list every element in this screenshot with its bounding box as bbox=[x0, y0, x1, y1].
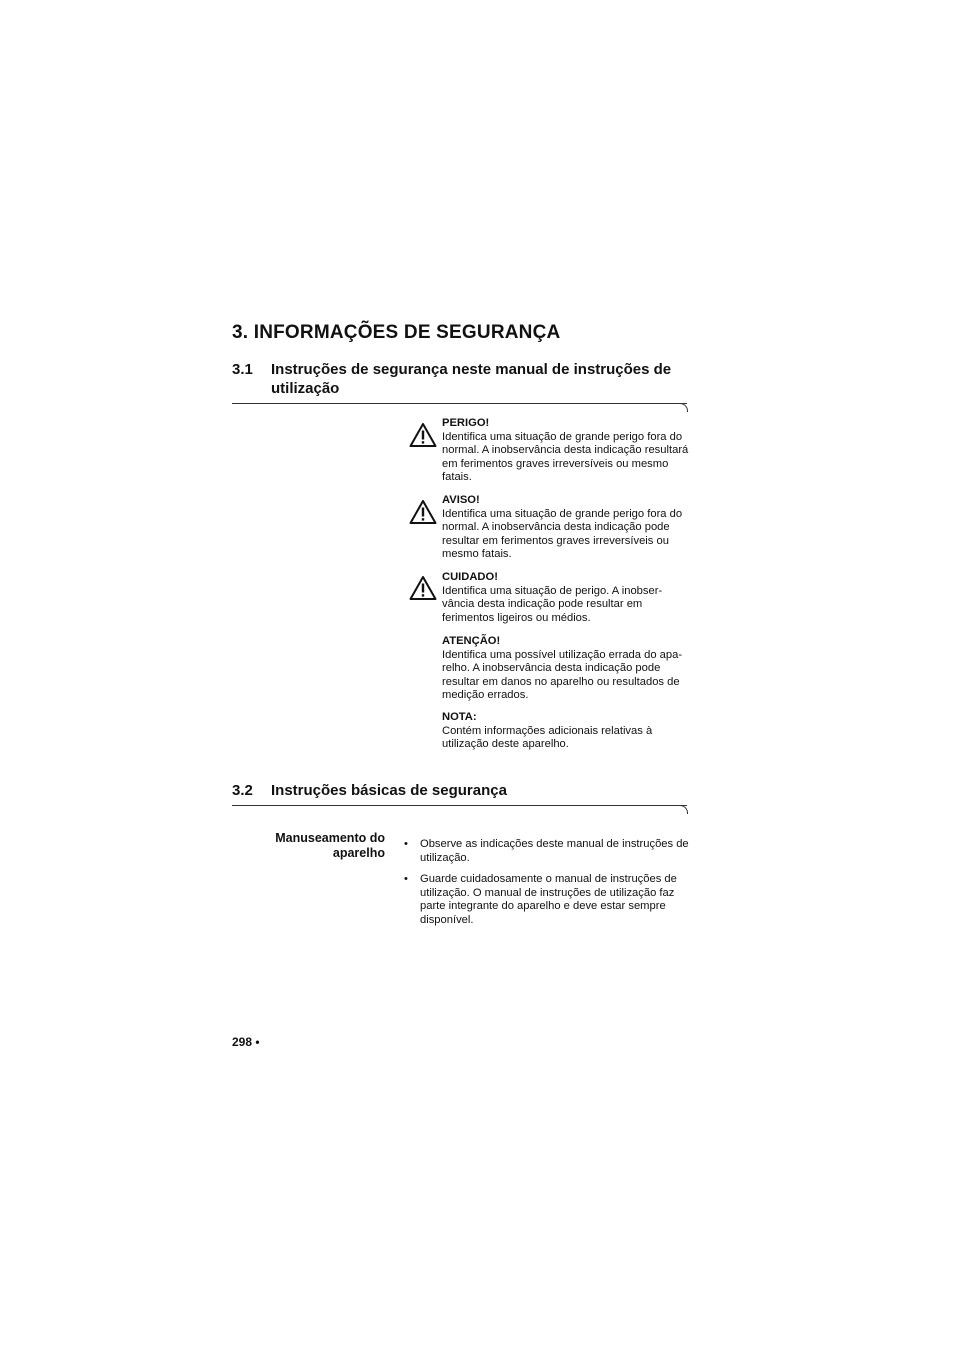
notice-entry-warning bbox=[442, 494, 692, 562]
notice-entry-caution bbox=[442, 571, 692, 625]
section-title: Instruções de segurança neste manual de instruções de utilização bbox=[271, 361, 672, 397]
notice-text: Identifica uma situação de grande perigo fora do normal. A inobservância desta indicação pode resultar em ferimentos graves irreversíveis ou mesmo fatais. bbox=[442, 507, 683, 561]
list-item: • Guarde cuidadosamente o manual de instruções de utilização. O manual de instruções de utilização faz parte integrante do aparelho e deve estar sempre disponível. bbox=[404, 873, 677, 926]
notice-text: Identifica uma situação de grande perigo fora do normal. A inobservância desta indicação resultará em ferimentos graves irreversíveis ou mesmo fatais. bbox=[442, 430, 689, 484]
warning-triangle-icon bbox=[409, 499, 437, 525]
list-item-text: Guarde cuidadosamente o manual de instruções de utilização. O manual de instruções de utilização faz parte integrante do aparelho e deve estar sempre disponível. bbox=[420, 873, 677, 926]
list-item: • Observe as indicações deste manual de instruções de utilização. bbox=[404, 838, 689, 864]
notice-text: Contém informações adicionais relativas à utilização deste aparelho. bbox=[442, 724, 653, 751]
section-title: Instruções básicas de segurança bbox=[271, 782, 507, 799]
notice-entry-attention bbox=[442, 635, 692, 703]
notice-label: AVISO! bbox=[442, 494, 480, 506]
notice-label: CUIDADO! bbox=[442, 571, 498, 583]
list-item-text: Observe as indicações deste manual de instruções de utilização. bbox=[420, 838, 689, 864]
warning-triangle-icon bbox=[409, 422, 437, 448]
section-number: 3.1 bbox=[232, 361, 253, 378]
notice-label: PERIGO! bbox=[442, 417, 490, 429]
section-divider bbox=[232, 805, 687, 806]
bullet-list bbox=[403, 838, 693, 936]
warning-triangle-icon bbox=[409, 575, 437, 601]
section-number: 3.2 bbox=[232, 782, 253, 799]
notice-entry-danger bbox=[442, 417, 692, 485]
section-3-1-heading bbox=[232, 360, 702, 400]
side-label: Manuseamento do aparelho bbox=[275, 831, 385, 860]
notice-text: Identifica uma situação de perigo. A inobser-vância desta indicação pode resultar em ferimentos ligeiros ou médios. bbox=[442, 584, 663, 624]
notice-label: NOTA: bbox=[442, 711, 477, 723]
notice-entry-note bbox=[442, 711, 692, 752]
section-divider bbox=[232, 403, 687, 404]
section-3-2-heading bbox=[232, 781, 702, 801]
notice-text: Identifica uma possível utilização errada do apa-relho. A inobservância desta indicação pode resultar em danos no aparelho ou resultados de medição errados. bbox=[442, 648, 683, 702]
chapter-title: 3. INFORMAÇÕES DE SEGURANÇA bbox=[232, 322, 561, 343]
page-number: 298 • bbox=[232, 1035, 260, 1049]
notice-label: ATENÇÃO! bbox=[442, 635, 501, 647]
